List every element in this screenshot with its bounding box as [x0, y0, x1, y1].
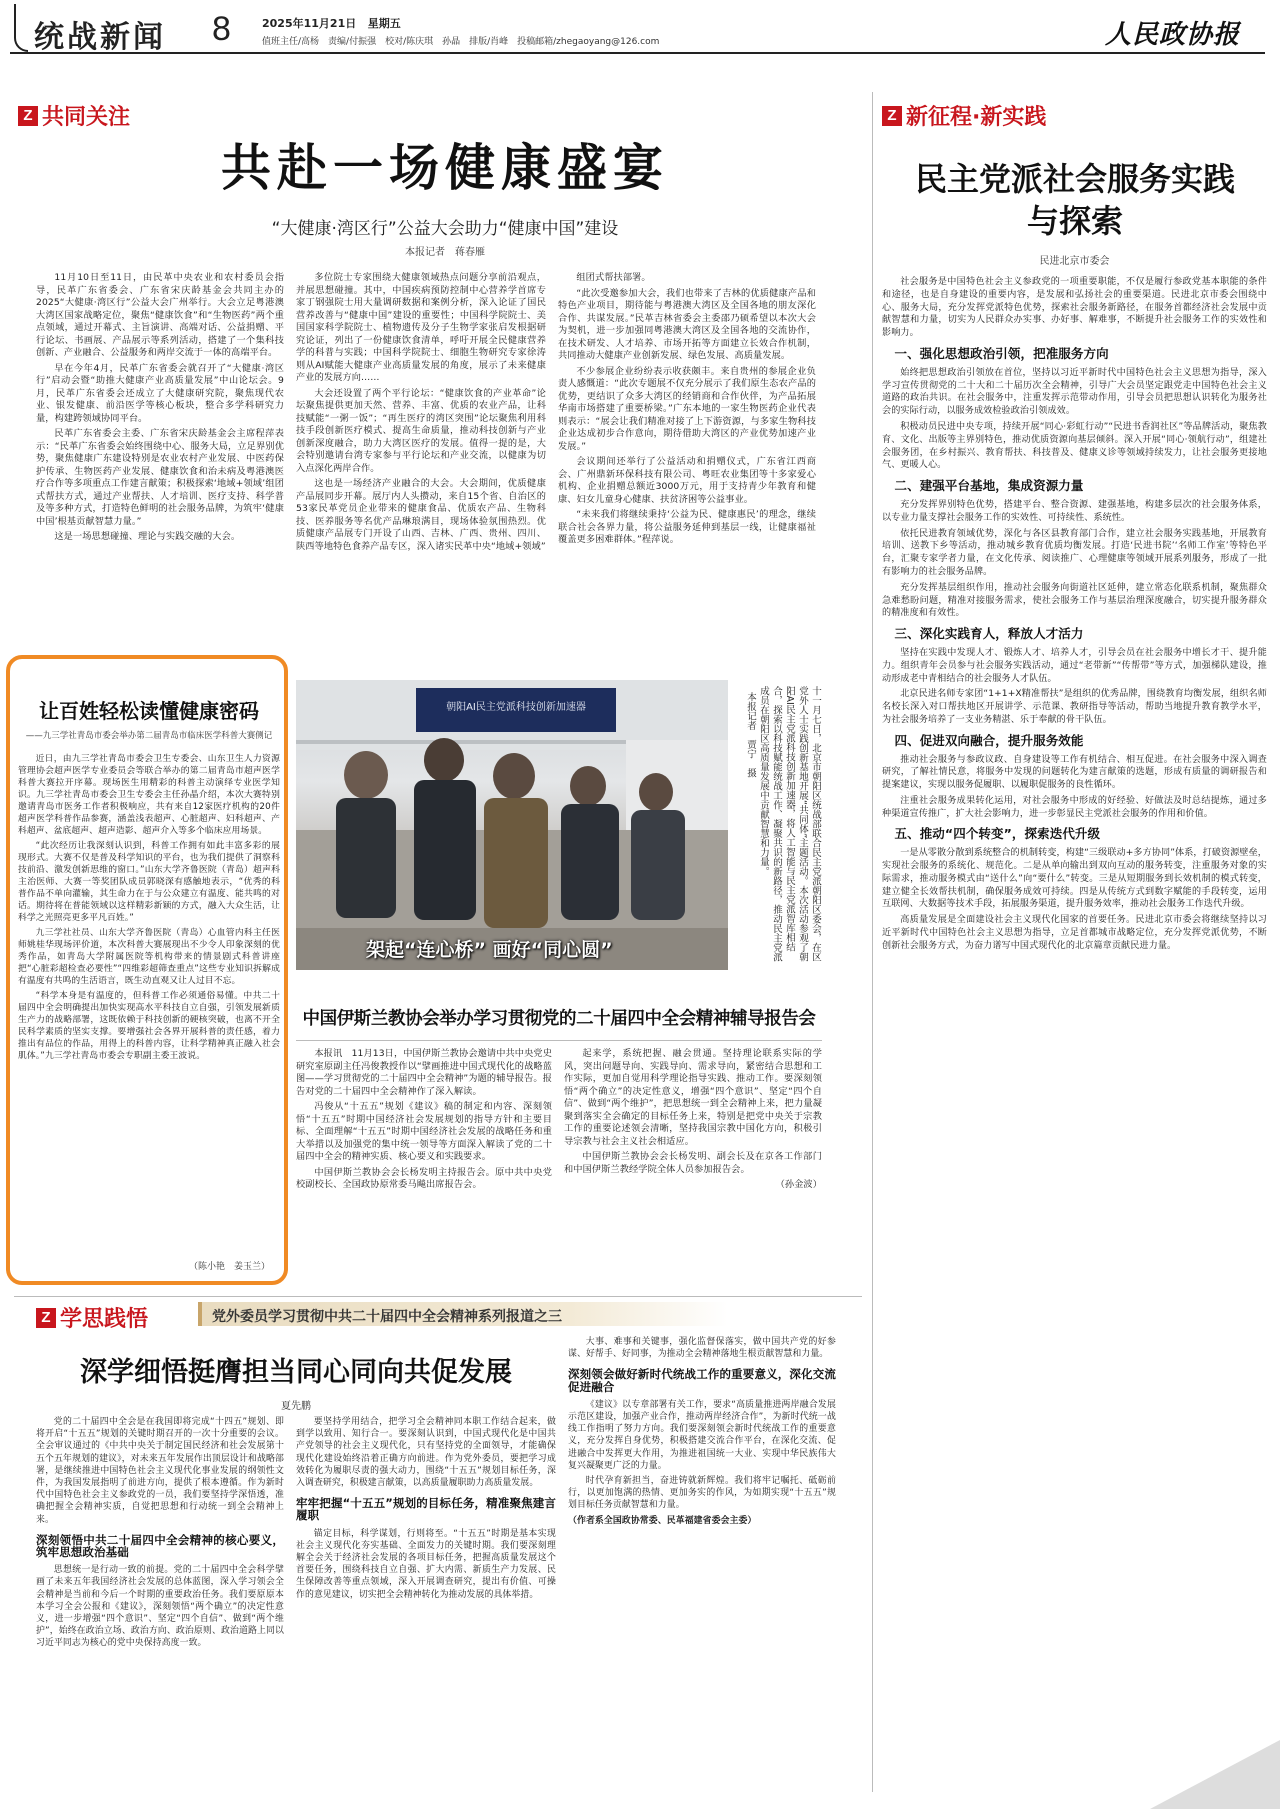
para: 多位院士专家围绕大健康领域热点问题分享前沿观点，并展思想碰撞。其中，中国疾病预防控制中心营养学首席专家丁钢强院士用大量调研数据和案例分析，深入论证了国民营养改善与“健康中国”建设的重要性；中国科学院院士、美国国家科学院院士、植物遗传及分子生物学家张启发根据研究论证，列出了一份健康饮食清单，呼吁开展全民健康营养学的科普与实践；中国科学院院士、细胞生物研究专家徐涛则从AI赋能大健康产业高质量发展的角度，展示了未来健康产业的发展方向……: [296, 272, 546, 383]
para: “科学本身是有温度的，但科普工作必须通俗易懂。中共二十届四中全会明确提出加快实现高水平科技自立自强，引领发展新质生产力的战略部署，这既依赖于科技创新的硬核突破，也离不开全民科学素质的坚实支撑。要增强社会各界开展科普的责任感，着力推出有品位的作品，用得上的科普内容，让科学精神真正融入社会肌体。”九三学社青岛市委会专职副主委王波说。: [18, 991, 280, 1061]
bottom-subhead: 深刻领会做好新时代统战工作的重要意义，深化交流促进融合: [568, 1367, 836, 1394]
series-banner-text: 党外委员学习贯彻中共二十届四中全会精神系列报道之三: [212, 1309, 562, 1325]
editor-credits: 值班主任/高杨 责编/付振强 校对/陈庆琪 孙晶 排版/肖峰 投稿邮箱/zhegaoyang@126.com: [262, 37, 660, 47]
para: 充分发挥基层组织作用，推动社会服务向街道社区延伸，建立常态化联系机制，聚焦群众急难愁盼问题，精准对接服务需求，使社会服务工作与基层治理深度融合，切实提升服务群众的精准度和有效性。: [882, 582, 1267, 619]
right-body: [882, 276, 1267, 1791]
para: 始终把思想政治引领放在首位，坚持以习近平新时代中国特色社会主义思想为指导，深入学习宣传贯彻党的二十大和二十届历次全会精神，引导广大会员坚定跟党走中国特色社会主义道路的政治共识。在社会服务中，注重发挥示范带动作用，引导会员把思想认识转化为服务社会的实际行动，以服务成效检验政治引领成效。: [882, 367, 1267, 417]
bottom-col-3: [568, 1336, 836, 1796]
bottom-byline: 夏先鹏: [281, 1401, 311, 1412]
side-caption-credit: 本报记者 贾宁 摄: [745, 692, 756, 778]
date-text: 2025年11月21日: [262, 17, 357, 30]
right-subhead: 五、推动“四个转变”，探索迭代升级: [894, 826, 1101, 842]
article-col-3: [558, 272, 816, 652]
para: 起来学，系统把握、融会贯通。坚持理论联系实际的学风，突出问题导向、实践导向、需求导向，紧密结合思想和工作实际，更加自觉用科学理论指导实践、推动工作。要深刻领悟“两个确立”的决定性意义，增强“四个意识”、坚定“四个自信”、做到“两个维护”，把思想统一到全会精神上来，把力量凝聚到落实全会确定的目标任务上来，特别是把党中央关于宗教工作的重要论述领会清晰，坚持我国宗教中国化方向，积极引导宗教与社会主义社会相适应。: [564, 1048, 822, 1147]
para: 大事、难事和关键事，强化监督保落实，做中国共产党的好参谋、好帮手、好同事，为推动全会精神落地生根贡献智慧和力量。: [568, 1337, 836, 1360]
section-tag-label: 共同关注: [42, 105, 131, 130]
page-number: 8: [212, 10, 231, 48]
para: 《建议》以专章部署有关工作，要求“高质量推进两岸融合发展示范区建设，加强产业合作，推动两岸经济合作”，为新时代统一战线工作指明了努力方向。我们要深刻领会新时代统战工作的重要意义，充分发挥自身优势，积极搭建交流合作平台，在深化交流、促进融合中发挥更大作用，为推进祖国统一大业、实现中华民族伟大复兴凝聚更广泛的力量。: [568, 1399, 836, 1471]
box-headline: 让百姓轻松读懂健康密码: [39, 699, 259, 723]
para: （孙金波）: [775, 1179, 822, 1190]
para: 早在今年4月，民革广东省委会就召开了“大健康·湾区行”启动会暨“助推大健康产业高质量发展”中山论坛会。9月，民革广东省委会还成立了大健康研究院，聚焦现代农业、银发健康、前沿医学等核心板块，整合多学科研究力量，构建跨领域协同平台。: [36, 362, 284, 424]
para: “未来我们将继续秉持‘公益为民、健康惠民’的理念，继续联合社会各界力量，将公益服务延伸到基层一线，让健康福祉覆盖更多困难群体。”程萍说。: [558, 509, 816, 545]
bottom-col-1: [36, 1416, 284, 1796]
photo-caption: 架起“连心桥” 画好“同心圆”: [366, 939, 613, 961]
series-banner: [198, 1302, 728, 1326]
para: 党的二十届四中全会是在我国即将完成“十四五”规划、即将开启“十五五”规划的关键时期召开的一次十分重要的会议。全会审议通过的《中共中央关于制定国民经济和社会发展第十五个五年规划的建议》，对未来五年发展作出顶层设计和战略部署，是继续推进中国特色社会主义现代化事业发展的纲领性文件，为我国发展指明了前进方向，提供了根本遵循。作为新时代中国特色社会主义参政党的一员，我们要坚持学深悟透，准确把握全会精神实质，自觉把思想和行动统一到全会精神上来。: [36, 1417, 284, 1525]
page-header: [0, 0, 1280, 62]
para: 近日，由九三学社青岛市委会卫生专委会、山东卫生人力资源管理协会超声医学专业委员会等联合举办的第二届青岛市超声医学科普大赛拉开序幕。现场医生用精彩的科普主动演绎专业医学知识。九三学社青岛市委会卫生专委会主任孙晶介绍，本次大赛特别邀请青岛市医务工作者积极响应，共有来自12家医疗机构的20件超声医学科普作品参赛，涵盖浅表超声、心脏超声、妇科超声、产科超声、盆底超声、超声造影、超声介入等多个临床应用场景。: [18, 754, 280, 836]
islam-headline: 中国伊斯兰教协会举办学习贯彻党的二十届四中全会精神辅导报告会: [302, 1009, 816, 1029]
photo-scene: [296, 680, 728, 970]
article-col-2: [296, 272, 546, 652]
para: 积极动员民进中央专项，持续开展“同心·彩虹行动”“民进书香润社区”等品牌活动，聚焦教育、文化、出版等主界别特色，推动优质资源向基层倾斜。深入开展“同心·领航行动”，组建社会服务团，在乡村振兴、教育帮扶、科技普及、健康义诊等领域持续发力，让社会服务更接地气、更暖人心。: [882, 421, 1267, 471]
main-subheadline: “大健康·湾区行”公益大会助力“健康中国”建设: [271, 219, 619, 239]
bottom-subhead: 牢牢把握“十五五”规划的目标任务，精准聚焦建言履职: [296, 1496, 556, 1523]
para: 冯俊从“十五五”规划《建议》稿的制定和内容、深刻领悟“十五五”时期中国经济社会发展规划的指导方针和主要目标、全面理解“十五五”时期中国经济社会发展的战略任务和重大举措以及加强党的集中统一领导等方面深入解读了党的二十届四中全会的精神实质、核心要义和实践要求。: [296, 1101, 552, 1162]
bottom-rule: [14, 1296, 862, 1297]
para: （作者系全国政协常委、民革福建省委会主委）: [568, 1515, 757, 1526]
bottom-headline: 深学细悟挺膺担当同心同向共促发展: [80, 1357, 512, 1388]
para: 这是一场思想碰撞、理论与实践交融的大会。: [54, 531, 241, 542]
islam-col-1: [296, 1048, 552, 1268]
photo-screen-text: 朝阳AI民主党派科技创新加速器: [446, 702, 586, 713]
para: 推动社会服务与参政议政、自身建设等工作有机结合、相互促进。在社会服务中深入调查研究，了解社情民意，将服务中发现的问题转化为建言献策的选题，形成有质量的调研报告和提案建议，实现以服务促履职、以履职促服务的良性循环。: [882, 754, 1267, 791]
para: 11月10日至11日，由民革中央农业和农村委员会指导，民革广东省委会、广东省宋庆龄基金会共同主办的2025“大健康·湾区行”公益大会广州举行。大会立足粤港澳大湾区国家战略定位，聚焦“健康饮食”和“生物医药”两个重点领域，通过开幕式、主旨演讲、高端对话、公益捐赠、平行论坛、书画展、产品展示等系列活动，搭建了一个集科技创新、产业融合、公益服务和两岸交流于一体的高端平台。: [36, 272, 284, 358]
masthead-logo: 人民政协报: [1105, 20, 1241, 50]
para: 要坚持学用结合，把学习全会精神同本职工作结合起来，做到学以致用、知行合一。要深刻认识到，中国式现代化是中国共产党领导的社会主义现代化，只有坚持党的全面领导，才能确保现代化建设始终沿着正确方向前进。作为党外委员，要把学习成效转化为履职尽责的强大动力，围绕“十五五”规划目标任务，深入调查研究，积极建言献策，以高质量履职助力高质量发展。: [296, 1417, 556, 1489]
para: 注重社会服务成果转化运用，对社会服务中形成的好经验、好做法及时总结提炼，通过多种渠道宣传推广，扩大社会影响力，进一步彰显民主党派社会服务的作用和价值。: [882, 795, 1267, 819]
box-subtitle: ——九三学社青岛市委会举办第二届青岛市临床医学科普大赛侧记: [25, 731, 273, 741]
section-tag-icon: Z: [882, 106, 902, 126]
bottom-subhead: 深刻领悟中共二十届四中全会精神的核心要义，筑牢思想政治基础: [36, 1532, 284, 1560]
bottom-col-2: [296, 1416, 556, 1796]
para: 锚定目标，科学谋划，行则将至。“十五五”时期是基本实现社会主义现代化夯实基础、全面发力的关键时期。我们要深刻理解全会关于经济社会发展的各项目标任务，把握高质量发展这个首要任务，围绕科技自立自强、扩大内需、新质生产力发展、民生保障改善等重点领域，深入开展调查研究，提出有价值、可操作的意见建议，切实把全会精神转化为推动发展的具体举措。: [296, 1528, 556, 1600]
para: 不少参展企业纷纷表示收获颇丰。来自贵州的参展企业负责人感慨道：“此次专题展不仅充分展示了我们原生态农产品的优势，更结识了众多大湾区的经销商和合作伙伴，为产品拓展华南市场搭建了重要桥梁。”广东本地的一家生物医药企业代表则表示：“展会让我们精准对接了上下游资源，与多家生物科技企业达成初步合作意向，期待借助大湾区的产业优势加速产业发展。”: [558, 365, 816, 452]
para: 思想统一是行动一致的前提。党的二十届四中全会科学擘画了未来五年我国经济社会发展的总体蓝图，深入学习领会全会精神是当前和今后一个时期的重要政治任务。我们要原原本本学习全会公报和《建议》，深刻领悟“两个确立”的决定性意义，进一步增强“四个意识”、坚定“四个自信”、做到“两个维护”，始终在政治立场、政治方向、政治原则、政治道路上同以习近平同志为核心的党中央保持高度一致。: [36, 1565, 284, 1649]
para: 组团式帮扶部署。: [576, 272, 651, 283]
right-subhead: 四、促进双向融合，提升服务效能: [894, 732, 1084, 748]
highlight-box: [6, 655, 288, 1285]
side-caption-text: 十一月七日，北京市朝阳区统战部联合民主党派朝阳区委会，在区党外人士实践创新基地开展“共同体”主题活动。本次活动参观了朝阳AI民主党派科技创新加速器，将人工智能与民主党派智库相结合，探索以科技赋能统战工作、凝聚共识的新路径，推动民主党派成员在朝阳区高质量发展中贡献智慧和力量。: [758, 686, 821, 962]
photo-side-caption: [738, 686, 822, 966]
para: 社会服务是中国特色社会主义参政党的一项重要职能，不仅是履行参政党基本职能的条件和途径，也是自身建设的重要内容，是发展和弘扬社会的重要渠道。民进北京市委会围绕中心、服务大局，充分发挥党派特色优势，探索社会服务新路径，在服务首都经济社会发展中贡献智慧和力量，切实为人民群众办实事、办好事、解难事，不断提升社会服务工作的实效性和影响力。: [882, 277, 1267, 339]
column-divider: [872, 92, 873, 1792]
news-photo: [296, 680, 728, 970]
para: 一是从零散分散到系统整合的机制转变，构建“三级联动+多方协同”体系，打破资源壁垒，实现社会服务的系统化、规范化。二是从单向输出到双向互动的服务转变，注重服务对象的实际需求，推动服务模式由“送什么”向“要什么”转变。三是从短期服务到长效机制的模式转变，建立健全长效帮扶机制，确保服务成效可持续。四是从传统方式到数字赋能的手段转变，运用互联网、大数据等技术手段，拓展服务渠道，提升服务效率，推动社会服务工作迭代升级。: [882, 848, 1267, 910]
right-byline: 民进北京市委会: [1039, 256, 1110, 267]
para: 充分发挥界别特色优势，搭建平台、整合资源、建强基地，构建多层次的社会服务体系，以专业力量支撑社会服务工作的实效性、可持续性、系统性。: [882, 499, 1267, 523]
header-left-bracket: [14, 4, 28, 52]
box-credit: （陈小艳 姜玉兰）: [188, 1262, 270, 1272]
islam-rule: [296, 1040, 822, 1041]
para: 中国伊斯兰教协会会长杨发明、副会长及在京各工作部门和中国伊斯兰教经学院全体人员参加报告会。: [564, 1151, 822, 1175]
weekday-text: 星期五: [367, 17, 401, 30]
right-subhead: 二、建强平台基地，集成资源力量: [894, 478, 1084, 494]
section-tag-icon: Z: [18, 106, 38, 126]
section-tag-gongtong: [18, 100, 130, 131]
section-title: 统战新闻: [34, 20, 166, 55]
para: 九三学社社员、山东大学齐鲁医院（青岛）心血管内科主任医师姚桂华现场评价道，本次科普大赛展现出不少令人印象深刻的优秀作品，如青岛大学附属医院等机构带来的情景剧式科普讲座把“心脏彩超检查必要性”“四维彩超筛查重点”这些专业知识拆解成有温度有共鸣的生活语言，既生动直观又让人过目不忘。: [18, 928, 280, 986]
islam-col-2: [564, 1048, 822, 1268]
box-body: [18, 753, 280, 1253]
section-tag-xuesi: [36, 1302, 148, 1333]
para: 会议期间还举行了公益活动和捐赠仪式，广东省江西商会、广州鼎新环保科技有限公司、粤旺农业集团等十多家爱心机构、企业捐赠总额近3000万元，用于支持青少年教育和健康、妇女儿童身心健康、扶贫济困等公益事业。: [558, 456, 816, 505]
section-tag-label: 新征程·新实践: [906, 105, 1047, 130]
para: 中国伊斯兰教协会会长杨发明主持报告会。原中共中央党校副校长、全国政协原常委马飚出席报告会。: [296, 1166, 552, 1190]
right-headline: 民主党派社会服务实践与探索: [914, 160, 1235, 240]
section-tag-label: 学思践悟: [60, 1307, 149, 1332]
para: “此次受邀参加大会，我们也带来了吉林的优质健康产品和特色产业项目，期待能与粤港澳大湾区及全国各地的朋友深化合作、共谋发展。”民革吉林省委会主委邵乃硕希望以本次大会为契机，进一步加强同粤港澳大湾区及全国各地的交流协作，在技术研发、人才培养、市场开拓等方面建立长效合作机制，共同推动大健康产业创新发展、绿色发展、高质量发展。: [558, 287, 816, 361]
para: 北京民进名师专家团“1+1+X精准帮扶”是组织的优秀品牌，围绕教育均衡发展，组织名师名校长深入对口帮扶地区开展讲学、示范课、教研指导等活动，帮助当地提升教育教学水平，为社会服务培养了一支业务精湛、乐于奉献的骨干队伍。: [882, 689, 1267, 725]
para: 坚持在实践中发现人才、锻炼人才、培养人才，引导会员在社会服务中增长才干、提升能力。组织青年会员参与社会服务实践活动，通过“老带新”“传帮带”等方式，加强梯队建设，推动形成老中青相结合的社会服务人才队伍。: [882, 647, 1267, 684]
main-headline: 共赴一场健康盛宴: [221, 138, 669, 197]
para: 民革广东省委会主委、广东省宋庆龄基金会主席程萍表示：“民革广东省委会始终围绕中心、服务大局，立足界别优势，聚焦健康广东建设特别是农业农村产业发展、中医药保护传承、生物医药产业发展、健康饮食和治未病及粤港澳医疗合作等多项重点工作建言献策；积极探索‘地域+领域’组团式帮扶方式，通过产业帮扶、人才培训、医疗支持、科学普及等多种方式，打造特色鲜明的社会服务品牌，为筑牢‘健康中国’根基贡献智慧力量。”: [36, 428, 284, 527]
main-byline: 本报记者 蒋春雁: [405, 247, 485, 258]
section-tag-xinzhengcheng: [882, 100, 1046, 131]
para: 本报讯 11月13日，中国伊斯兰教协会邀请中共中央党史研究室原副主任冯俊教授作以“擘画推进中国式现代化的战略蓝图——学习贯彻党的二十届四中全会精神”为题的辅导报告。报告对党的二十届四中全会精神作了深入解读。: [296, 1048, 552, 1097]
publish-date: [262, 15, 401, 31]
para: 时代孕育新担当，奋进铸就新辉煌。我们将牢记嘱托、砥砺前行，以更加饱满的热情、更加务实的作风，为如期实现“十五五”规划目标任务贡献智慧和力量。: [568, 1476, 836, 1511]
para: 这也是一场经济产业融合的大会。大会期间，优质健康产品展同步开幕。展厅内人头攒动，来自15个省、自治区的53家民革党员企业带来的健康食品、优质农产品、生物科技、医养服务等名优产品琳琅满目，现场体验氛围热烈。优质健康产品展专门开设了山西、吉林、广西、贵州、四川、陕西等地特色食养产品专区，深入诸实民革中央“地域+领域”: [296, 478, 546, 552]
right-subhead: 一、强化思想政治引领，把准服务方向: [894, 345, 1109, 361]
section-tag-icon: Z: [36, 1308, 56, 1328]
para: 高质量发展是全面建设社会主义现代化国家的首要任务。民进北京市委会将继续坚持以习近平新时代中国特色社会主义思想为指导，立足首都城市战略定位，充分发挥党派优势，不断创新社会服务方式，为奋力谱写中国式现代化的北京篇章贡献民进力量。: [882, 915, 1267, 951]
page-curl: [1150, 1740, 1280, 1809]
para: “此次经历让我深刻认识到，科普工作拥有如此丰富多彩的展现形式。大赛不仅是普及科学知识的平台，也为我们提供了洞察科技前沿、激发创新思维的窗口。”山东大学齐鲁医院（青岛）超声科主治医师、大赛一等奖团队成员郭晓深有感触地表示，“优秀的科普作品不单向灌输，其生命力在于与公众建立有温度、能共鸣的对话。期待将在普能领域以这样精彩新颖的方式，融入大众生活，让科学之光照亮更多平凡百姓。”: [18, 841, 280, 923]
para: 大会还设置了两个平行论坛：“健康饮食的产业革命”论坛聚焦提供更加天然、营养、丰富、优质的农业产品，让科技赋能“一粥一饭”；“再生医疗的湾区突围”论坛聚焦利用科技手段创新医疗模式、提高生命质量，推动科技创新与产业创新深度融合，助力大湾区医疗的发展。值得一提的是，大会特别邀请台湾专家参与平行论坛和产业交流，以健康为切入点深化两岸合作。: [296, 387, 546, 474]
right-subhead: 三、深化实践育人，释放人才活力: [894, 626, 1084, 642]
para: 依托民进教育领域优势，深化与各区县教育部门合作，建立社会服务实践基地，开展教育培训、送教下乡等活动，推动城乡教育优质均衡发展。打造‘民进书院’‘名师工作室’等特色平台，汇聚专家学者力量，在文化传承、阅读推广、心理健康等领域开展系列服务，形成了一批有影响力的社会服务品牌。: [882, 528, 1267, 577]
article-col-1: [36, 272, 284, 652]
